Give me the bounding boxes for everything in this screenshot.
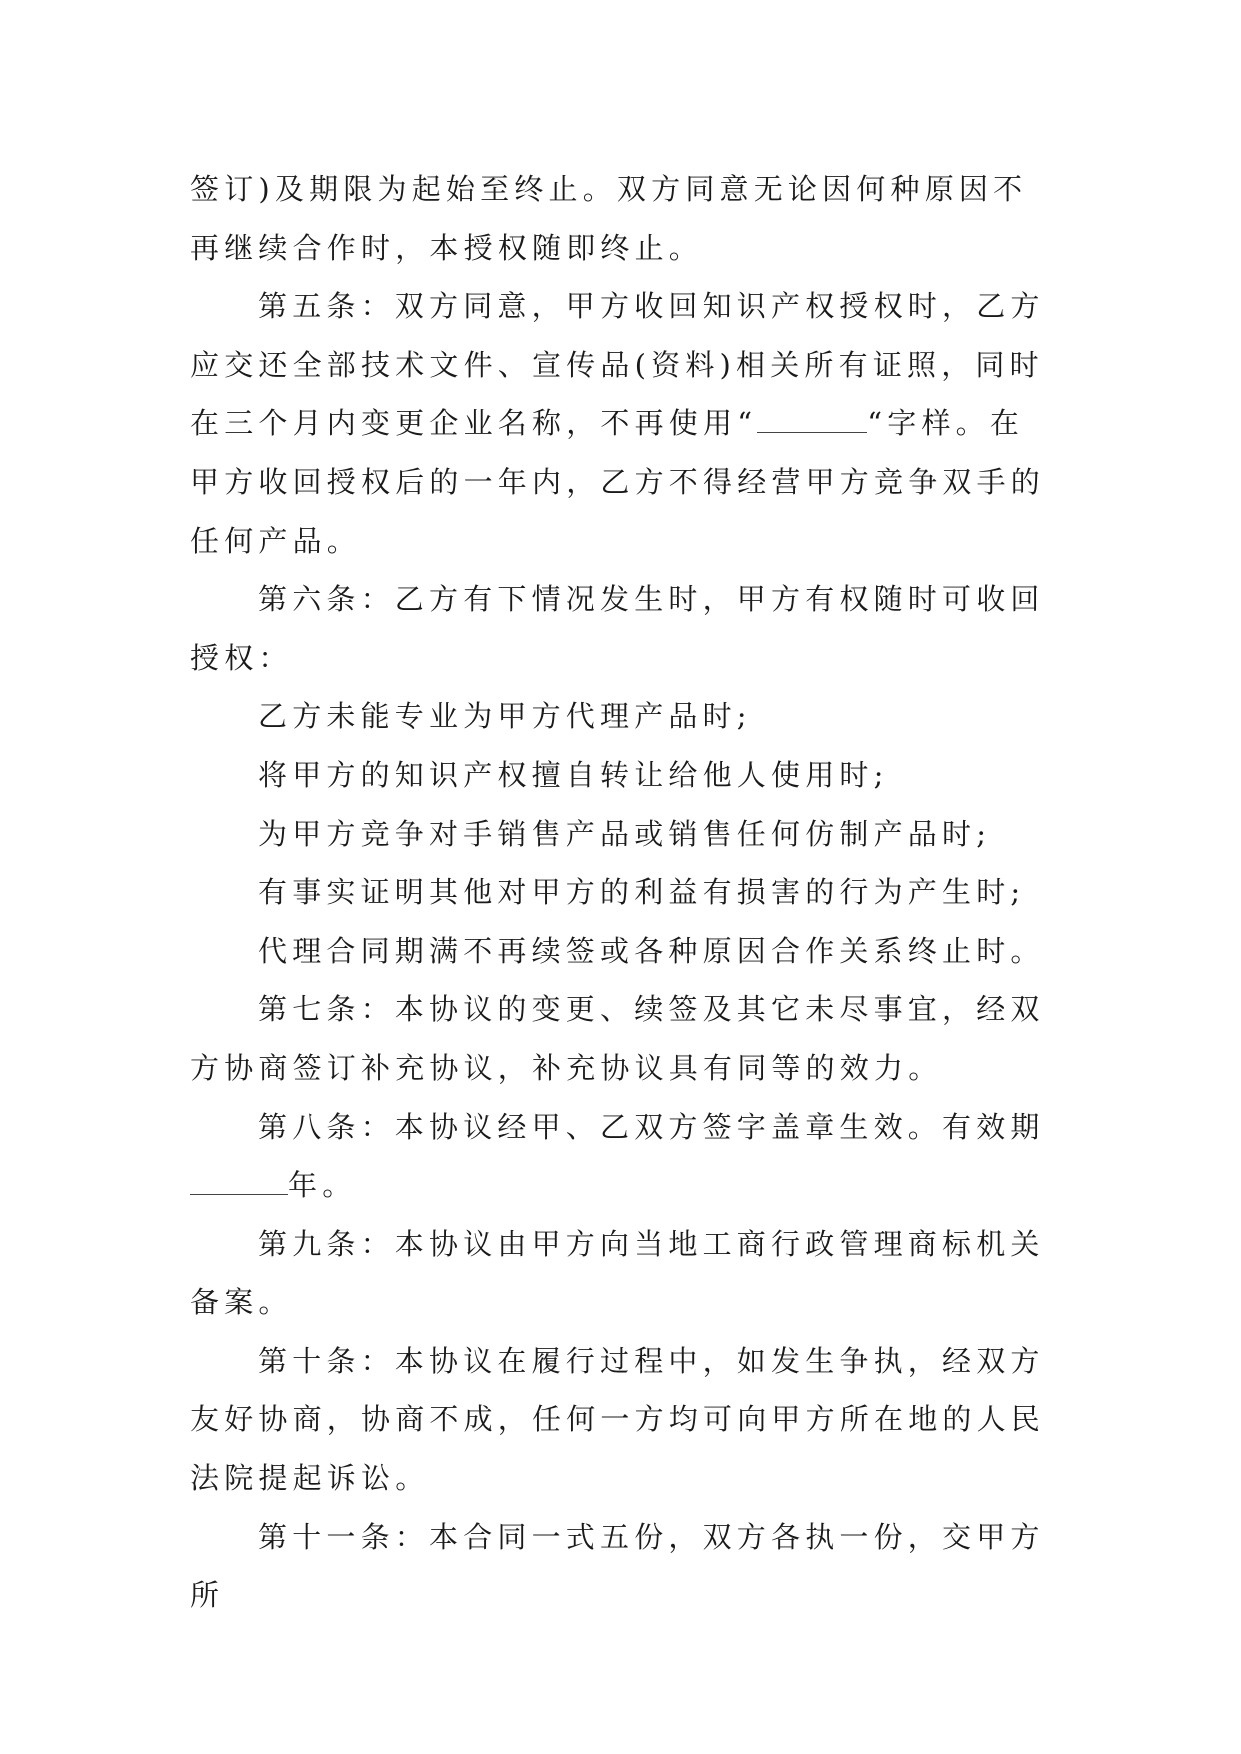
paragraph-article-10: 第十条：本协议在履行过程中，如发生争执，经双方友好协商，协商不成，任何一方均可向甲方所在地的人民法院提起诉讼。 (190, 1343, 1046, 1496)
article-8-text: 第八条：本协议经甲、乙双方签字盖章生效。有效期 (258, 1109, 1045, 1144)
article-8-years-suffix: 年。 (288, 1168, 357, 1203)
article-5-after-blank: “字样。在甲方收回授权后的一年内，乙方不得经营甲方竞争双手的任何产品。 (190, 406, 1046, 558)
paragraph-article-8 (190, 1098, 1055, 1215)
list-item-revoke-3: 为甲方竞争对手销售产品或销售任何仿制产品时; (258, 816, 992, 851)
contract-text (190, 160, 1055, 1625)
paragraph-article-7: 第七条：本协议的变更、续签及其它未尽事宜，经双方协商签订补充协议，补充协议具有同等的效力。 (190, 992, 1045, 1085)
paragraph-article-5 (190, 277, 1055, 570)
paragraph-article-9: 第九条：本协议由甲方向当地工商行政管理商标机关备案。 (190, 1226, 1045, 1320)
validity-years-blank (190, 1168, 288, 1195)
company-name-blank (757, 406, 867, 433)
list-item-revoke-4: 有事实证明其他对甲方的利益有损害的行为产生时; (258, 875, 1026, 910)
list-item-revoke-2: 将甲方的知识产权擅自转让给他人使用时; (258, 757, 889, 792)
list-item-revoke-5: 代理合同期满不再续签或各种原因合作关系终止时。 (258, 933, 1045, 968)
article-5-before-blank: 第五条：双方同意，甲方收回知识产权授权时，乙方应交还全部技术文件、宣传品(资料)相关所有证照，同时在三个月内变更企业名称，不再使用“ (190, 289, 1045, 441)
paragraph-term-end: 签订)及期限为起始至终止。双方同意无论因何种原因不再继续合作时，本授权随即终止。 (190, 172, 1028, 265)
list-item-revoke-1: 乙方未能专业为甲方代理产品时; (258, 699, 752, 734)
paragraph-article-11: 第十一条：本合同一式五份，双方各执一份，交甲方所 (190, 1519, 1045, 1613)
paragraph-article-6: 第六条：乙方有下情况发生时，甲方有权随时可收回授权： (190, 582, 1045, 675)
